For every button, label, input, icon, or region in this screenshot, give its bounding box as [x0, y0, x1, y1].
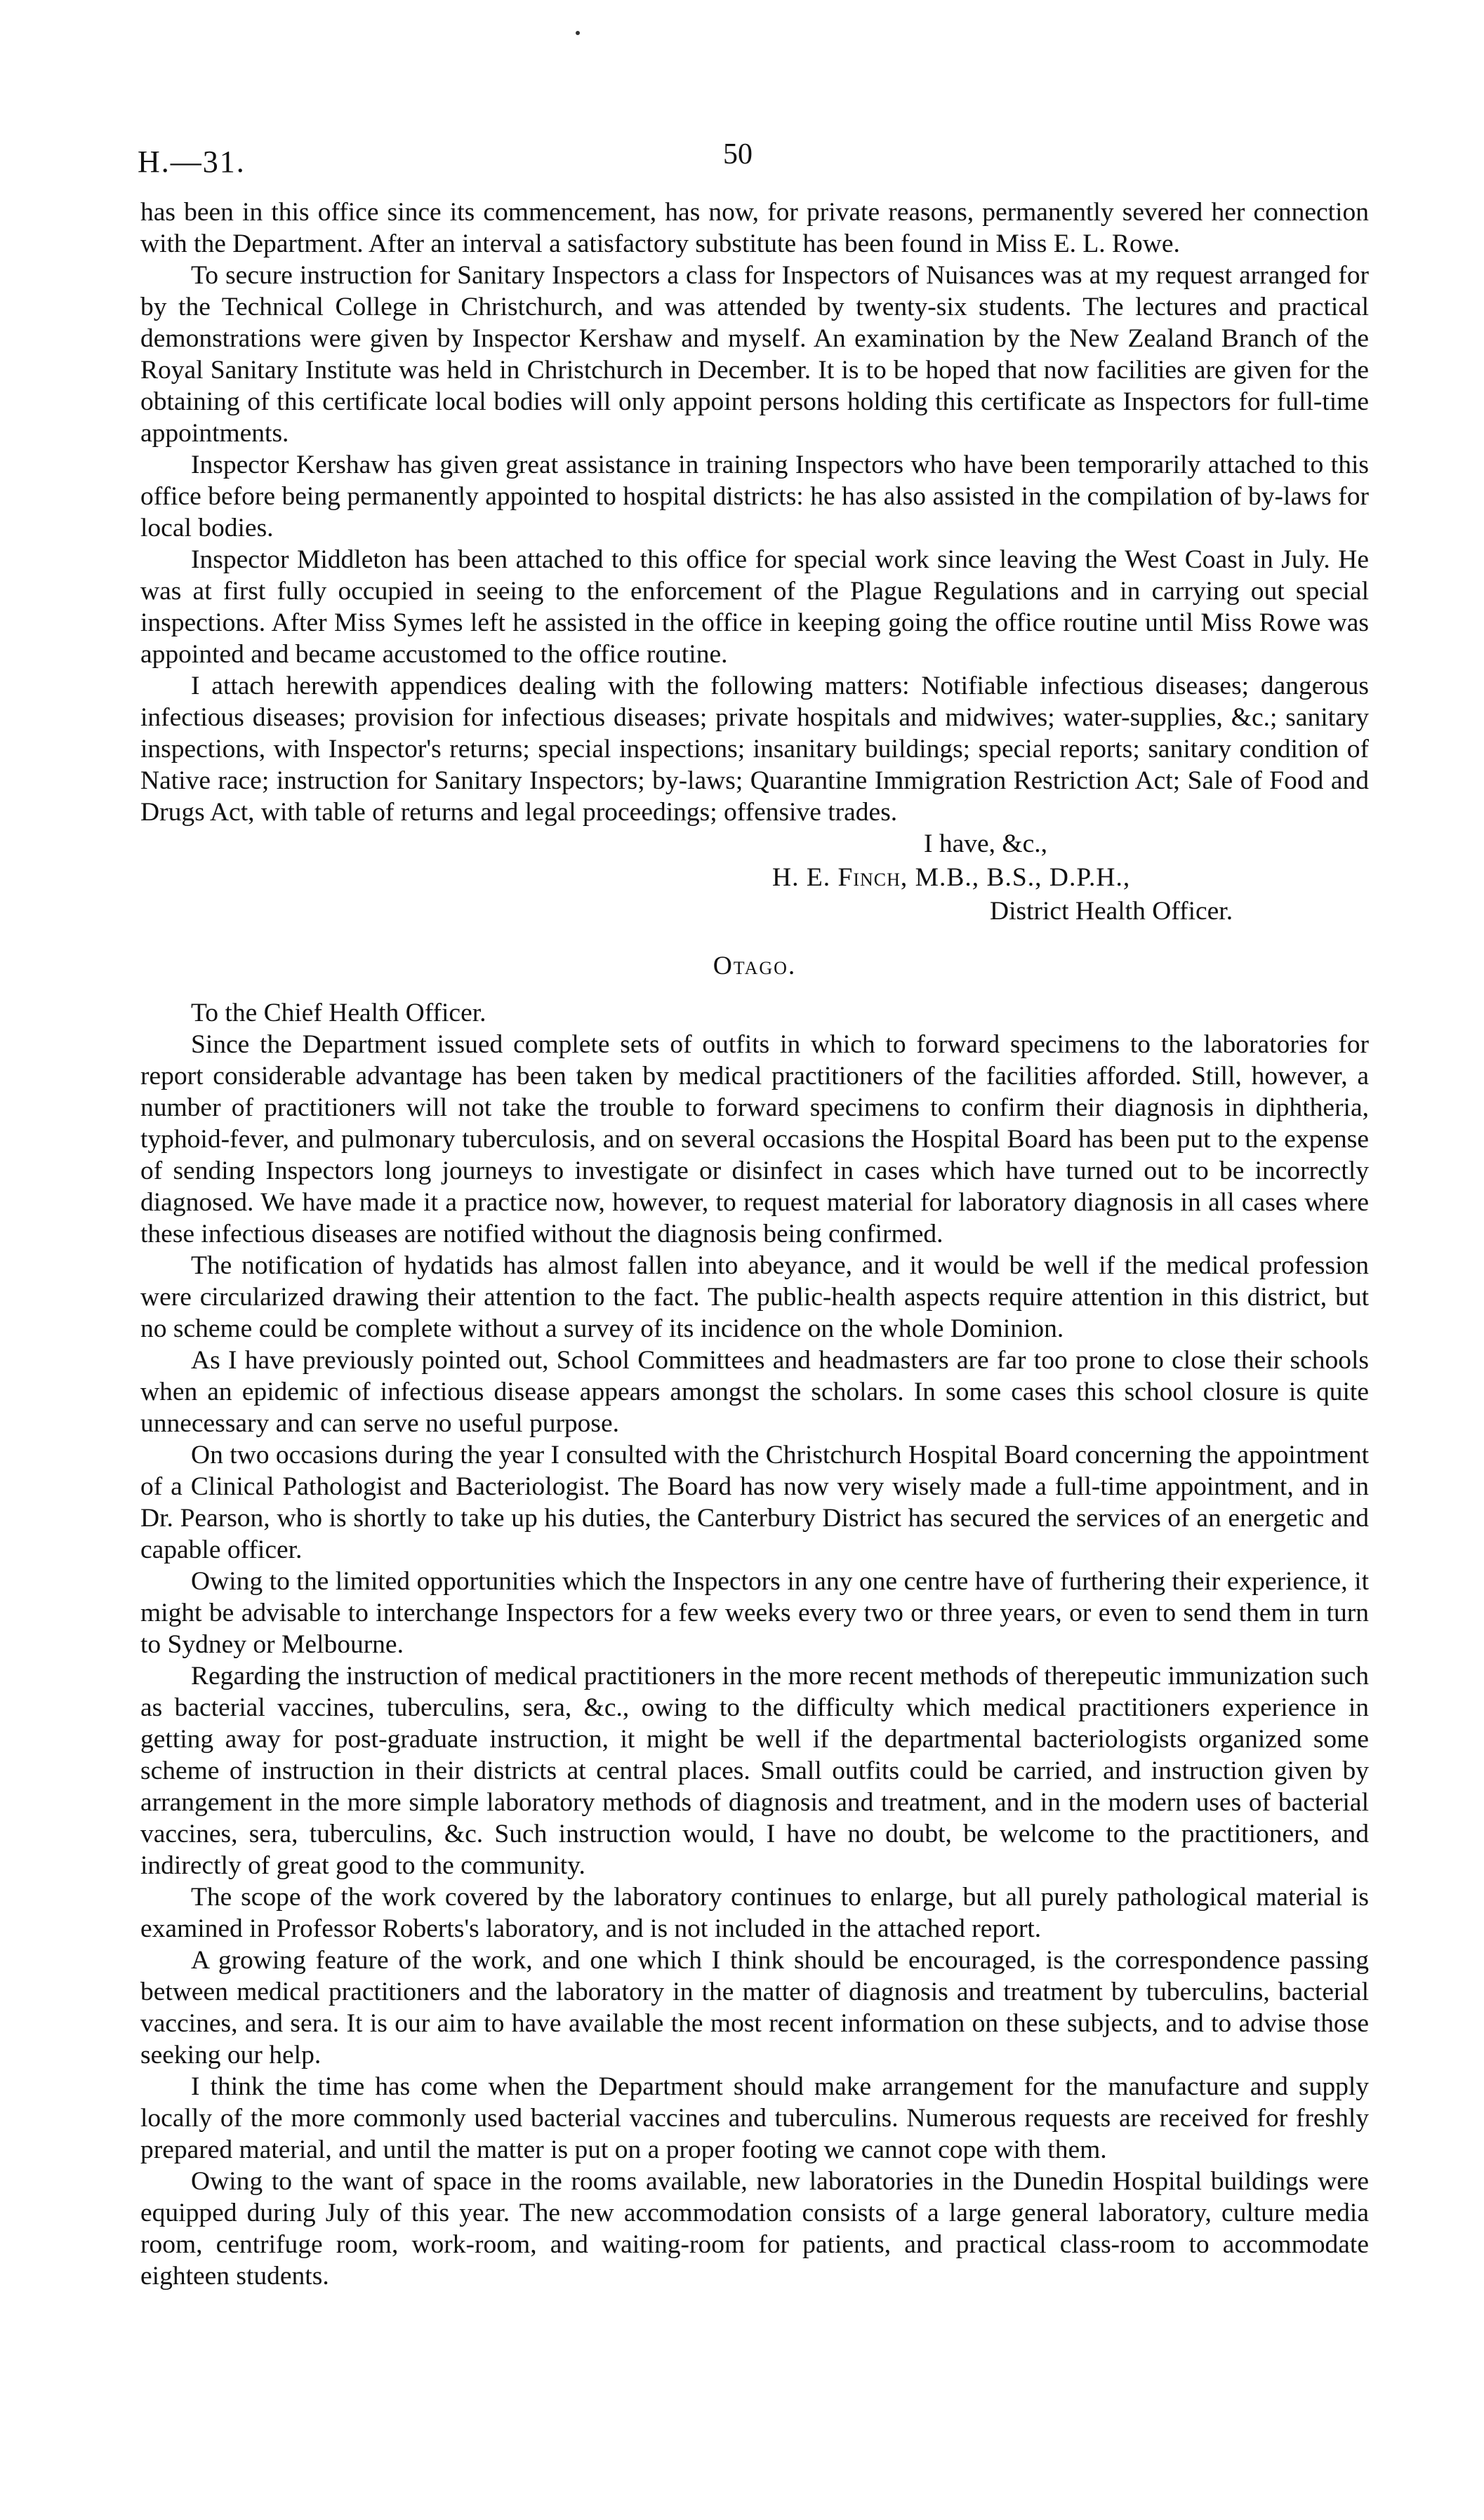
signature-title: District Health Officer.: [990, 897, 1233, 926]
signature-block: [140, 828, 1369, 947]
paragraph: Regarding the instruction of medical practitioners in the more recent methods of therepeutic immunization such as bacterial vaccines, tuberculins, sera, &c., owing to the difficulty which medical practitioners experience in getting away for post-graduate instruction, it might be well if the departmental bacteriologists organized some scheme of instruction in their districts at central places. Small outfits could be carried, and instruction given by arrangement in the more simple laboratory methods of diagnosis and treatment, and in the modern uses of bacterial vaccines, sera, tuberculins, &c. Such instruction would, I have no doubt, be welcome to the practitioners, and indirectly of great good to the community.: [140, 1662, 1369, 1880]
paragraph: Inspector Middleton has been attached to this office for special work since leaving the West Coast in July. He was at first fully occupied in seeing to the enforcement of the Plague Regulations and in carrying out special inspections. After Miss Symes left he assisted in the office in keeping going the office routine until Miss Rowe was appointed and became accustomed to the office routine.: [140, 545, 1369, 669]
paragraph: has been in this office since its commencement, has now, for private reasons, permanently severed her connection with the Department. After an interval a satisfactory substitute has been found in Miss E. L. Rowe.: [140, 198, 1369, 258]
signature-name: H. E. Finch, M.B., B.S., D.P.H.,: [772, 863, 1131, 892]
paragraph: To secure instruction for Sanitary Inspectors a class for Inspectors of Nuisances was at my request arranged for by the Technical College in Christchurch, and was attended by twenty-six students. The lectures and practical demonstrations were given by Inspector Kershaw and myself. An examination by the New Zealand Branch of the Royal Sanitary Institute was held in Christchurch in December. It is to be hoped that now facilities are given for the obtaining of this certificate local bodies will only appoint persons holding this certificate as Inspectors for full-time appointments.: [140, 261, 1369, 448]
paragraph: Since the Department issued complete sets of outfits in which to forward specimens to the laboratories for report considerable advantage has been taken by medical practitioners of the facilities afforded. Still, however, a number of practitioners will not take the trouble to forward specimens to confirm their diagnosis in diphtheria, typhoid-fever, and pulmonary tuberculosis, and on several occasions the Hospital Board has been put to the expense of sending Inspectors long journeys to investigate or disinfect in cases which have turned out to be incorrectly diagnosed. We have made it a practice now, however, to request material for laboratory diagnosis in all cases where these infectious diseases are notified without the diagnosis being confirmed.: [140, 1030, 1369, 1248]
paragraph: Owing to the want of space in the rooms available, new laboratories in the Dunedin Hospital buildings were equipped during July of this year. The new accommodation consists of a large general laboratory, culture media room, centrifuge room, work-room, and waiting-room for patients, and practical class-room to accommodate eighteen students.: [140, 2167, 1369, 2291]
document-reference: H.—31.: [138, 145, 246, 179]
paragraph: I think the time has come when the Department should make arrangement for the manufacture and supply locally of the more commonly used bacterial vaccines and tuberculins. Numerous requests are received for freshly prepared material, and until the matter is put on a proper footing we cannot cope with them.: [140, 2072, 1369, 2164]
print-speck: [576, 31, 580, 35]
document-body: [140, 196, 1369, 2292]
paragraph: The scope of the work covered by the laboratory continues to enlarge, but all purely pathological material is examined in Professor Roberts's laboratory, and is not included in the attached report.: [140, 1883, 1369, 1943]
paragraph: On two occasions during the year I consulted with the Christchurch Hospital Board concerning the appointment of a Clinical Pathologist and Bacteriologist. The Board has now very wisely made a full-time appointment, and in Dr. Pearson, who is shortly to take up his duties, the Canterbury District has secured the services of an energetic and capable officer.: [140, 1441, 1369, 1564]
signature-closing: I have, &c.,: [924, 829, 1047, 858]
page-number: 50: [723, 138, 753, 171]
salutation: To the Chief Health Officer.: [191, 999, 486, 1027]
paragraph: I attach herewith appendices dealing with the following matters: Notifiable infectious diseases; dangerous infectious diseases; provision for infectious diseases; private hospitals and midwives; water-supplies, &c.; sanitary inspections, with Inspector's returns; special inspections; insanitary buildings; special reports; sanitary condition of Native race; instruction for Sanitary Inspectors; by-laws; Quarantine Immigration Restriction Act; Sale of Food and Drugs Act, with table of returns and legal proceedings; offensive trades.: [140, 672, 1369, 827]
paragraph: A growing feature of the work, and one which I think should be encouraged, is the correspondence passing between medical practitioners and the laboratory in the matter of diagnosis and treatment by tuberculins, bacterial vaccines, and sera. It is our aim to have available the most recent information on these subjects, and to advise those seeking our help.: [140, 1946, 1369, 2069]
paragraph: As I have previously pointed out, School Committees and headmasters are far too prone to close their schools when an epidemic of infectious disease appears amongst the scholars. In some cases this school closure is quite unnecessary and can serve no useful purpose.: [140, 1346, 1369, 1438]
section-title: Otago.: [713, 952, 797, 980]
paragraph: Inspector Kershaw has given great assistance in training Inspectors who have been temporarily attached to this office before being permanently appointed to hospital districts: he has also assisted in the compilation of by-laws for local bodies.: [140, 451, 1369, 542]
paragraph: Owing to the limited opportunities which the Inspectors in any one centre have of furthering their experience, it might be advisable to interchange Inspectors for a few weeks every two or three years, or even to send them in turn to Sydney or Melbourne.: [140, 1567, 1369, 1659]
paragraph: The notification of hydatids has almost fallen into abeyance, and it would be well if the medical profession were circularized drawing their attention to the fact. The public-health aspects require attention in this district, but no scheme could be complete without a survey of its incidence on the whole Dominion.: [140, 1251, 1369, 1343]
